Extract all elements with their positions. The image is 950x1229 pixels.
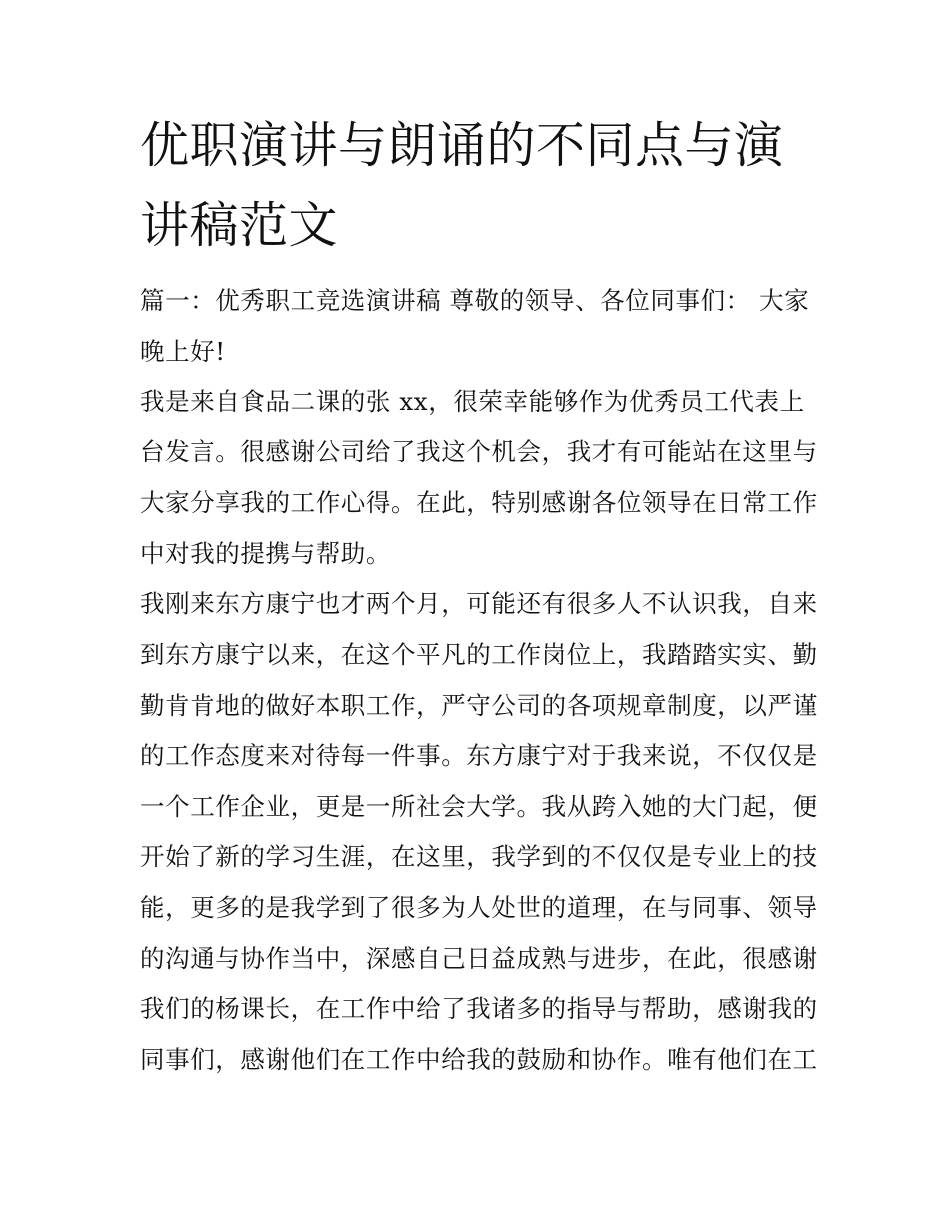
body-line-15: 我们的杨课长，在工作中给了我诸多的指导与帮助，感谢我的: [140, 994, 818, 1023]
body-line-12: 开始了新的学习生涯，在这里，我学到的不仅仅是专业上的技: [140, 842, 818, 871]
body-line-4: 台发言。很感谢公司给了我这个机会，我才有可能站在这里与: [140, 437, 818, 466]
body-line-14: 的沟通与协作当中，深感自己日益成熟与进步，在此，很感谢: [140, 944, 818, 973]
body-line-9: 勤肯肯地的做好本职工作，严守公司的各项规章制度，以严谨: [140, 691, 818, 720]
body-line-1: 篇一：优秀职工竞选演讲稿 尊敬的领导、各位同事们： 大家: [140, 286, 810, 315]
body-line-5: 大家分享我的工作心得。在此，特别感谢各位领导在日常工作: [140, 488, 818, 517]
body-line-2: 晚上好!: [140, 337, 226, 366]
body-line-13: 能，更多的是我学到了很多为人处世的道理，在与同事、领导: [140, 893, 818, 922]
body-line-16: 同事们，感谢他们在工作中给我的鼓励和协作。唯有他们在工: [140, 1045, 818, 1074]
document-title-line-2: 讲稿范文: [140, 197, 339, 254]
body-line-7: 我刚来东方康宁也才两个月，可能还有很多人不认识我，自来: [140, 589, 818, 618]
body-line-3: 我是来自食品二课的张 xx，很荣幸能够作为优秀员工代表上: [140, 387, 805, 416]
body-line-6: 中对我的提携与帮助。: [140, 539, 391, 568]
body-line-8: 到东方康宁以来，在这个平凡的工作岗位上，我踏踏实实、勤: [140, 640, 818, 669]
document-title-line-1: 优职演讲与朗诵的不同点与演: [140, 117, 784, 174]
body-line-11: 一个工作企业，更是一所社会大学。我从跨入她的大门起，便: [140, 792, 818, 821]
body-line-10: 的工作态度来对待每一件事。东方康宁对于我来说，不仅仅是: [140, 741, 818, 770]
